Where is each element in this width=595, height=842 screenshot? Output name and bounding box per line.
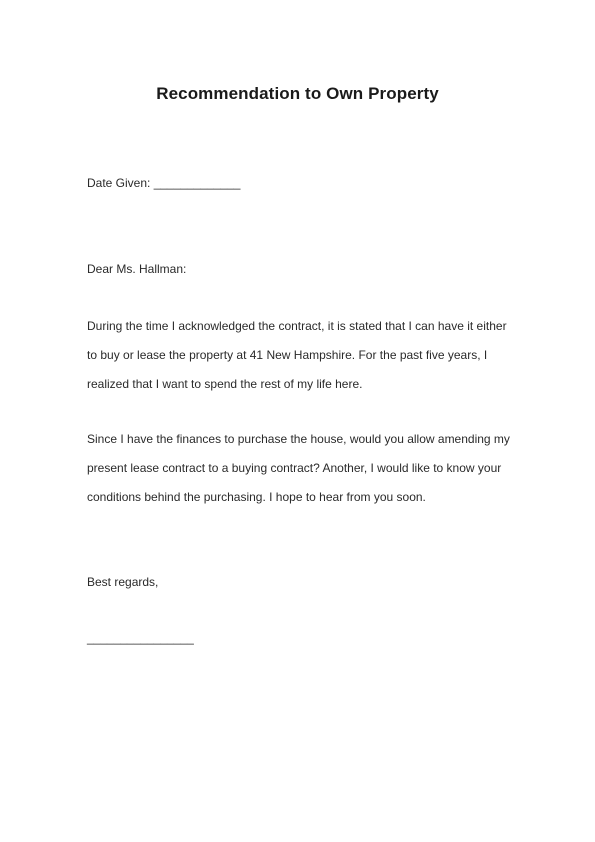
document-title: Recommendation to Own Property [156, 84, 439, 103]
closing: Best regards, [87, 575, 159, 589]
paragraph-1-line-3: realized that I want to spend the rest of my life here. [87, 377, 363, 391]
paragraph-1-line-1: During the time I acknowledged the contract, it is stated that I can have it either [87, 319, 507, 333]
paragraph-2-line-2: present lease contract to a buying contract? Another, I would like to know your [87, 461, 502, 475]
paragraph-1-line-2: to buy or lease the property at 41 New Hampshire. For the past five years, I [87, 348, 488, 362]
signature-line: ________________ [87, 631, 194, 645]
paragraph-2-line-3: conditions behind the purchasing. I hope to hear from you soon. [87, 490, 426, 504]
date-given-line: Date Given: _____________ [87, 176, 241, 190]
salutation: Dear Ms. Hallman: [87, 262, 187, 276]
paragraph-2-line-1: Since I have the finances to purchase the house, would you allow amending my [87, 432, 510, 446]
